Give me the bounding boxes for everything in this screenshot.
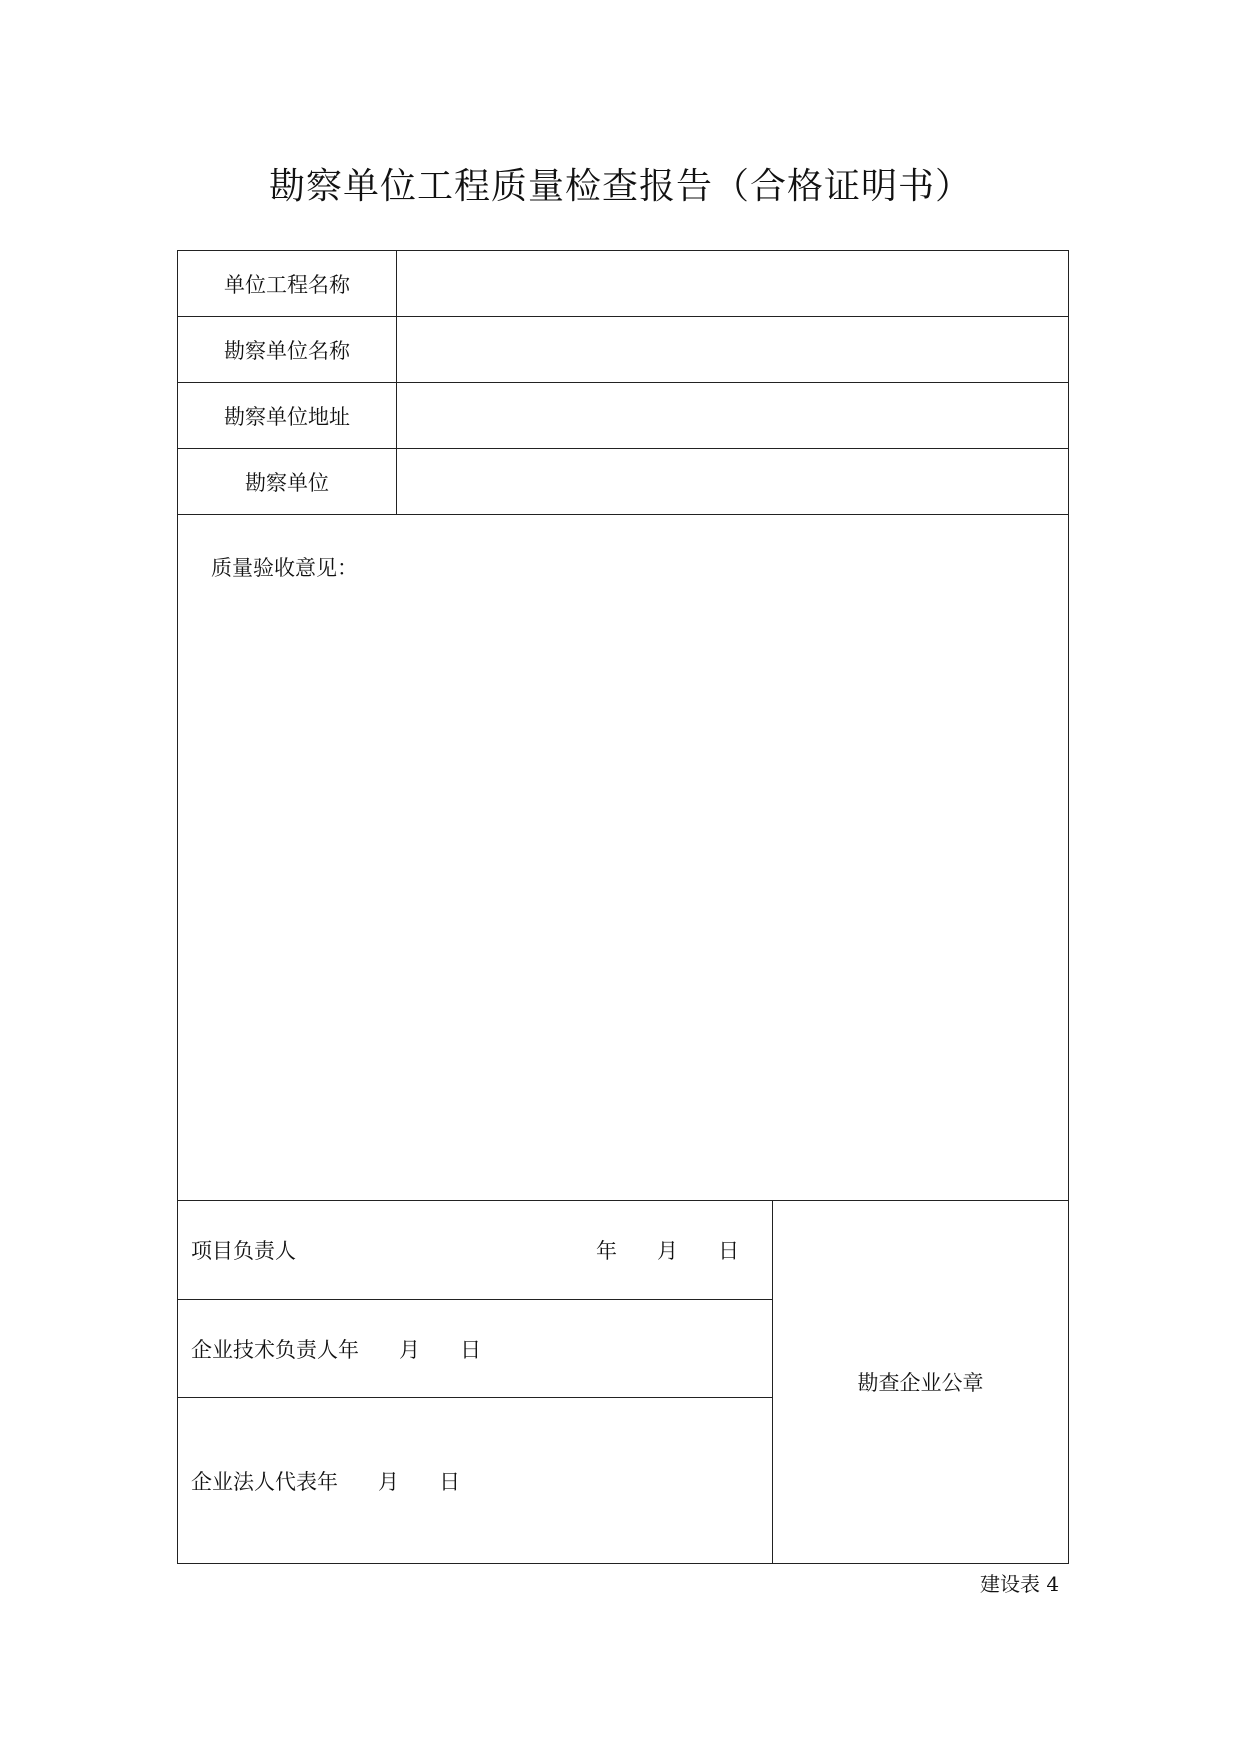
quality-opinion-label: 质量验收意见： bbox=[211, 556, 358, 580]
signature-row-legal-rep[interactable] bbox=[178, 1398, 772, 1563]
signature-row-project-lead[interactable] bbox=[178, 1201, 772, 1300]
quality-opinion-section[interactable] bbox=[178, 515, 1068, 1201]
field-row-survey-unit-name bbox=[178, 317, 1068, 383]
inspection-report-form bbox=[177, 250, 1069, 1564]
signature-section bbox=[178, 1201, 1068, 1563]
legal-rep-label: 企业法人代表年 月 日 bbox=[191, 1469, 461, 1494]
company-seal-cell[interactable] bbox=[773, 1201, 1068, 1563]
document-title: 勘察单位工程质量检查报告（合格证明书） bbox=[268, 166, 972, 207]
project-lead-label: 项目负责人 bbox=[191, 1239, 296, 1263]
signature-row-tech-lead[interactable] bbox=[178, 1300, 772, 1398]
project-lead-date: 年 月 日 bbox=[596, 1239, 740, 1263]
field-label-survey-unit-name: 勘察单位名称 bbox=[178, 317, 397, 382]
field-label-project-name: 单位工程名称 bbox=[178, 251, 397, 316]
field-value-survey-unit-address[interactable] bbox=[397, 383, 1068, 448]
field-row-project-name bbox=[178, 251, 1068, 317]
tech-lead-label: 企业技术负责人年 月 日 bbox=[191, 1337, 482, 1362]
field-label-survey-unit: 勘察单位 bbox=[178, 449, 397, 514]
field-label-survey-unit-address: 勘察单位地址 bbox=[178, 383, 397, 448]
field-row-survey-unit bbox=[178, 449, 1068, 515]
signature-list bbox=[178, 1201, 773, 1563]
field-value-survey-unit[interactable] bbox=[397, 449, 1068, 514]
company-seal-label: 勘查企业公章 bbox=[857, 1371, 984, 1395]
field-row-survey-unit-address bbox=[178, 383, 1068, 449]
field-value-project-name[interactable] bbox=[397, 251, 1068, 316]
form-number-footnote: 建设表 4 bbox=[980, 1572, 1060, 1596]
field-value-survey-unit-name[interactable] bbox=[397, 317, 1068, 382]
